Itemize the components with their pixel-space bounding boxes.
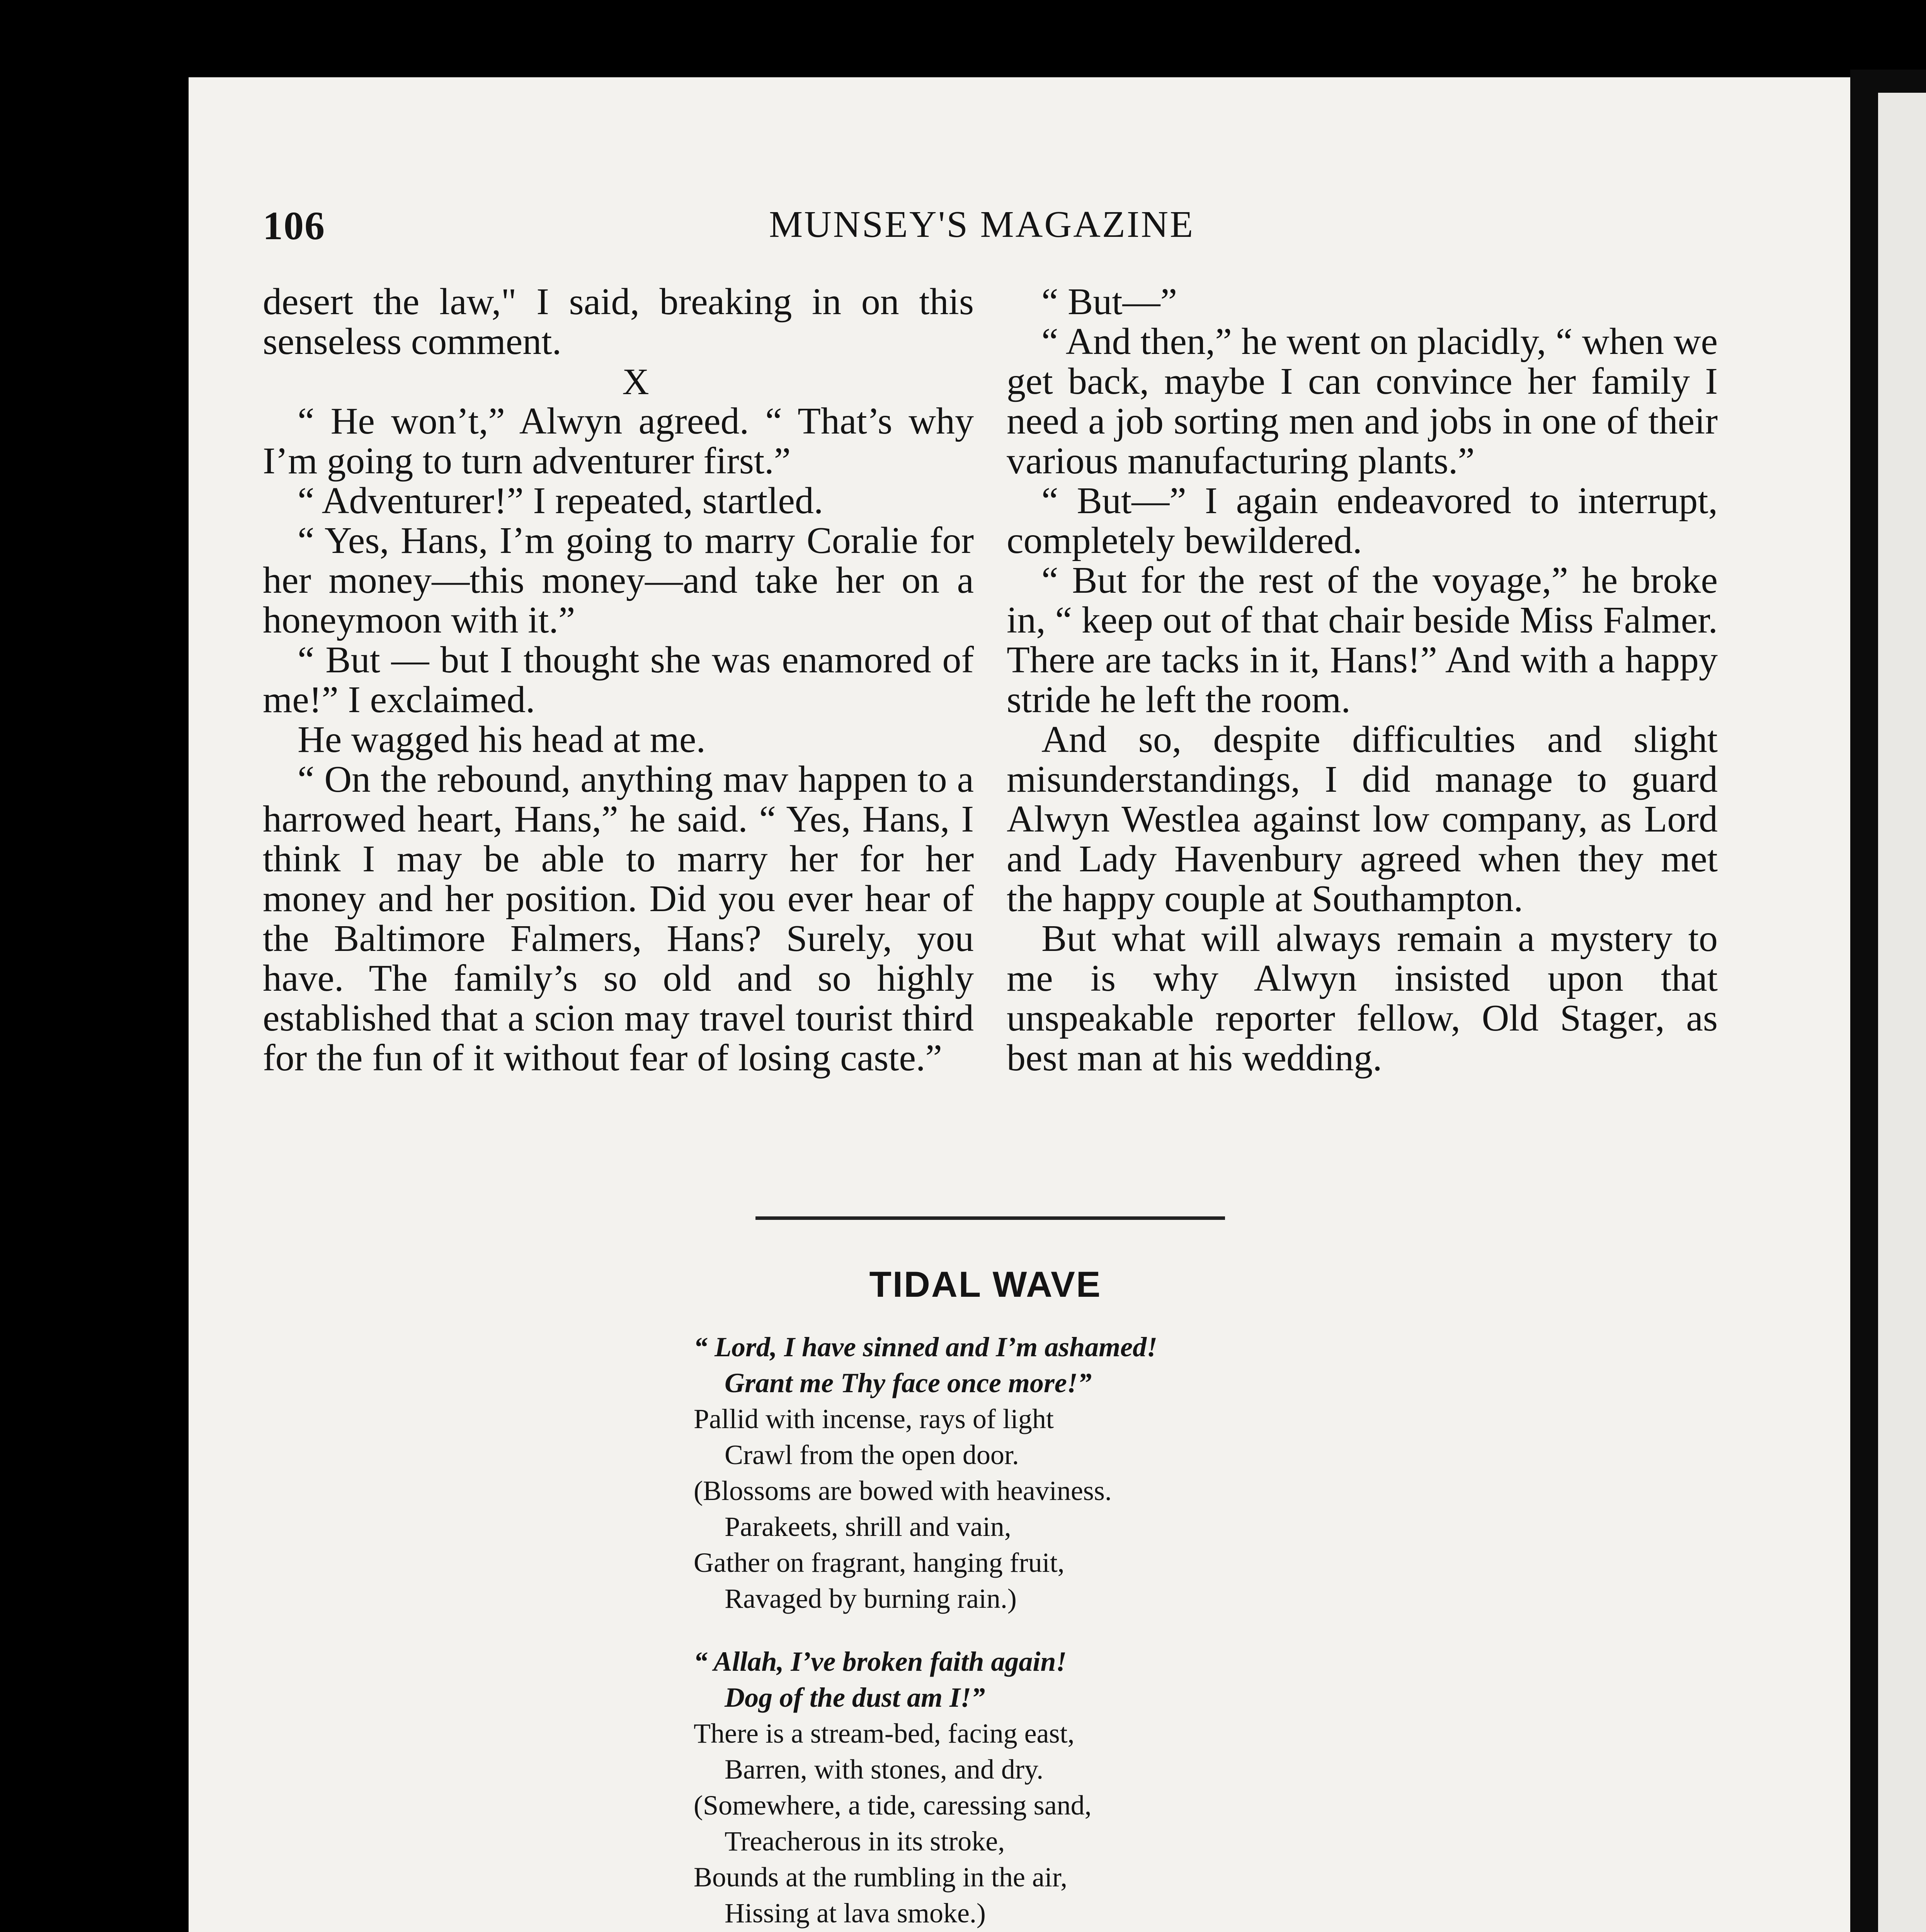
story-paragraph: “ Adventurer!” I repeated, startled. (298, 480, 823, 522)
poem-line: Ravaged by burning rain.) (725, 1583, 1017, 1614)
poem-line: Grant me Thy face once more!” (725, 1367, 1092, 1398)
poem-line: Gather on fragrant, hanging fruit, (694, 1547, 1065, 1578)
story-paragraph: But what will always remain a mystery to me is why Alwyn insisted upon that unspeakable reporter fellow, Old Stager, as best man at his wedding. (1007, 918, 1718, 1079)
poem-line: Barren, with stones, and dry. (725, 1754, 1044, 1785)
story-paragraph: “ On the rebound, anything mav happen to a harrowed heart, Hans,” he said. “ Yes, Hans, I think I may be able to marry her for her money and her position. Did you ever hear of the Baltimore Falmers, Hans? Surely, you have. The family’s so old and so highly established that a scion may travel tourist third for the fun of it without fear of losing caste.” (263, 759, 974, 1079)
section-divider-rule (755, 1216, 1225, 1220)
next-page-sliver (1878, 93, 1926, 1932)
poem-line: Treacherous in its stroke, (725, 1826, 1005, 1857)
story-paragraph: “ Yes, Hans, I’m going to marry Coralie for her money—this money—and take her on a honeymoon with it.” (263, 520, 974, 641)
poem-line: Dog of the dust am I!” (725, 1682, 985, 1713)
poem-line: (Blossoms are bowed with heaviness. (694, 1475, 1112, 1506)
poem-line: Pallid with incense, rays of light (694, 1403, 1054, 1434)
poem-line: Bounds at the rumbling in the air, (694, 1862, 1067, 1893)
page-number: 106 (263, 204, 325, 248)
poem-line: “ Lord, I have sinned and I’m ashamed! (694, 1332, 1158, 1362)
poem-line: Hissing at lava smoke.) (725, 1898, 986, 1929)
story-paragraph: “ But—” I again endeavored to interrupt, completely bewildered. (1007, 480, 1718, 561)
poem-title: TIDAL WAVE (869, 1264, 1102, 1304)
running-header: MUNSEY'S MAGAZINE (769, 204, 1195, 245)
story-paragraph: “ But—” (1041, 281, 1177, 323)
story-paragraph: And so, despite difficulties and slight misunderstandings, I did manage to guard Alwyn Westlea against low company, as Lord and Lady Havenbury agreed when they met the happy couple at Southampton. (1007, 719, 1718, 920)
story-paragraph: “ But — but I thought she was enamored of me!” I exclaimed. (263, 639, 974, 721)
poem-line: “ Allah, I’ve broken faith again! (694, 1646, 1067, 1677)
story-paragraph: “ And then,” he went on placidly, “ when we get back, maybe I can convince her family I need a job sorting men and jobs in one of their various manufacturing plants.” (1007, 321, 1718, 482)
poem-line: Parakeets, shrill and vain, (725, 1511, 1011, 1542)
poem-stanza (694, 1644, 1176, 1931)
story-lead-paragraph: desert the law," I said, breaking in on this senseless comment. (263, 281, 974, 362)
section-number: X (622, 361, 649, 402)
poem-body (694, 1329, 1176, 1932)
poem-line: Crawl from the open door. (725, 1439, 1019, 1470)
story-column-right (1007, 282, 1718, 1078)
poem-stanza (694, 1329, 1176, 1617)
poem-line: There is a stream-bed, facing east, (694, 1718, 1075, 1749)
story-column-left (263, 282, 974, 1078)
story-paragraph: “ But for the rest of the voyage,” he broke in, “ keep out of that chair beside Miss Falmer. There are tacks in it, Hans!” And with a happy stride he left the room. (1007, 560, 1718, 721)
story-paragraph: “ He won’t,” Alwyn agreed. “ That’s why I’m going to turn adventurer first.” (263, 400, 974, 482)
poem-line: (Somewhere, a tide, caressing sand, (694, 1790, 1092, 1821)
story-paragraph: He wagged his head at me. (298, 719, 706, 760)
